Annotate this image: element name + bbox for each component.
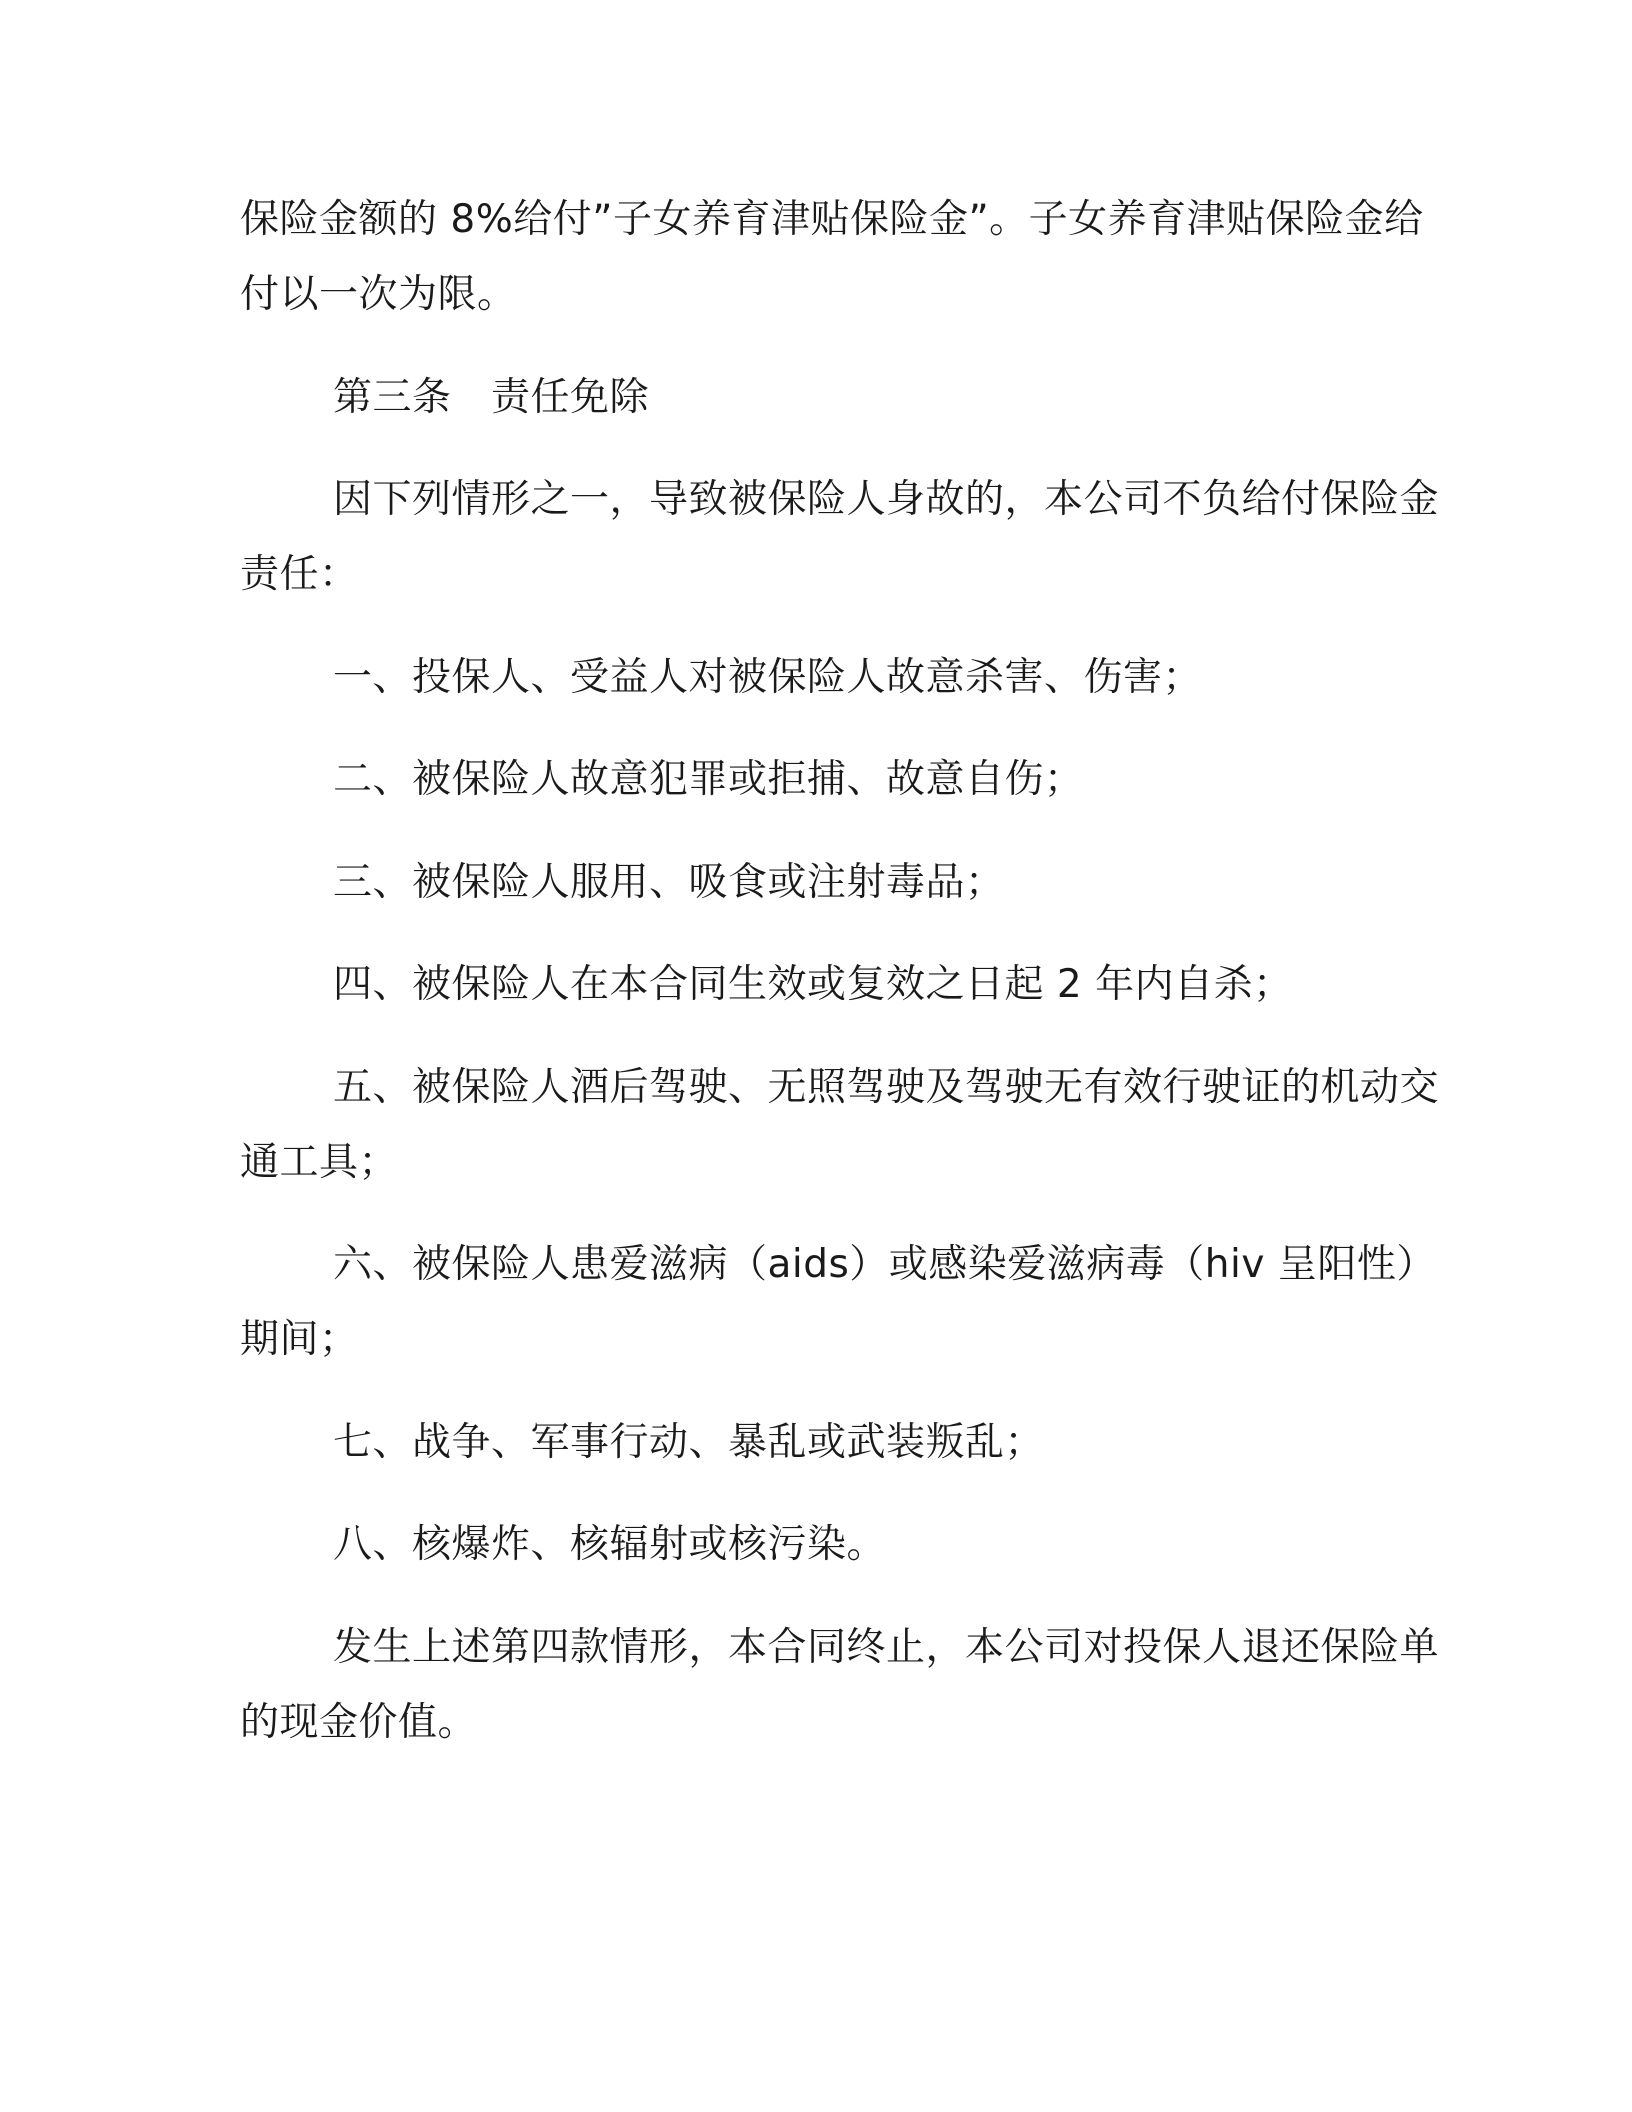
list-item: 四、被保险人在本合同生效或复效之日起 2 年内自杀； xyxy=(333,962,1293,1007)
list-item: 一、投保人、受益人对被保险人故意杀害、伤害； xyxy=(333,655,1203,700)
list-item: 五、被保险人酒后驾驶、无照驾驶及驾驶无有效行驶证的机动交 xyxy=(333,1065,1440,1110)
list-item: 三、被保险人服用、吸食或注射毒品； xyxy=(333,860,1005,905)
list-item-continuation: 通工具； xyxy=(240,1140,399,1185)
list-item: 七、战争、军事行动、暴乱或武装叛乱； xyxy=(333,1420,1045,1465)
section-heading: 第三条 责任免除 xyxy=(333,375,650,420)
paragraph-line: 的现金价值。 xyxy=(240,1700,478,1745)
list-item-continuation: 期间； xyxy=(240,1317,359,1362)
paragraph-line: 因下列情形之一，导致被保险人身故的，本公司不负给付保险金 xyxy=(333,477,1440,522)
paragraph-line: 付以一次为限。 xyxy=(240,272,517,317)
list-item: 二、被保险人故意犯罪或拒捕、故意自伤； xyxy=(333,757,1084,802)
paragraph-line: 发生上述第四款情形，本合同终止，本公司对投保人退还保险单 xyxy=(333,1625,1440,1670)
paragraph-line: 保险金额的 8%给付”子女养育津贴保险金”。子女养育津贴保险金给 xyxy=(240,197,1424,242)
paragraph-line: 责任： xyxy=(240,552,359,597)
list-item: 六、被保险人患爱滋病（aids）或感染爱滋病毒（hiv 呈阳性） xyxy=(333,1242,1436,1287)
list-item: 八、核爆炸、核辐射或核污染。 xyxy=(333,1522,887,1567)
